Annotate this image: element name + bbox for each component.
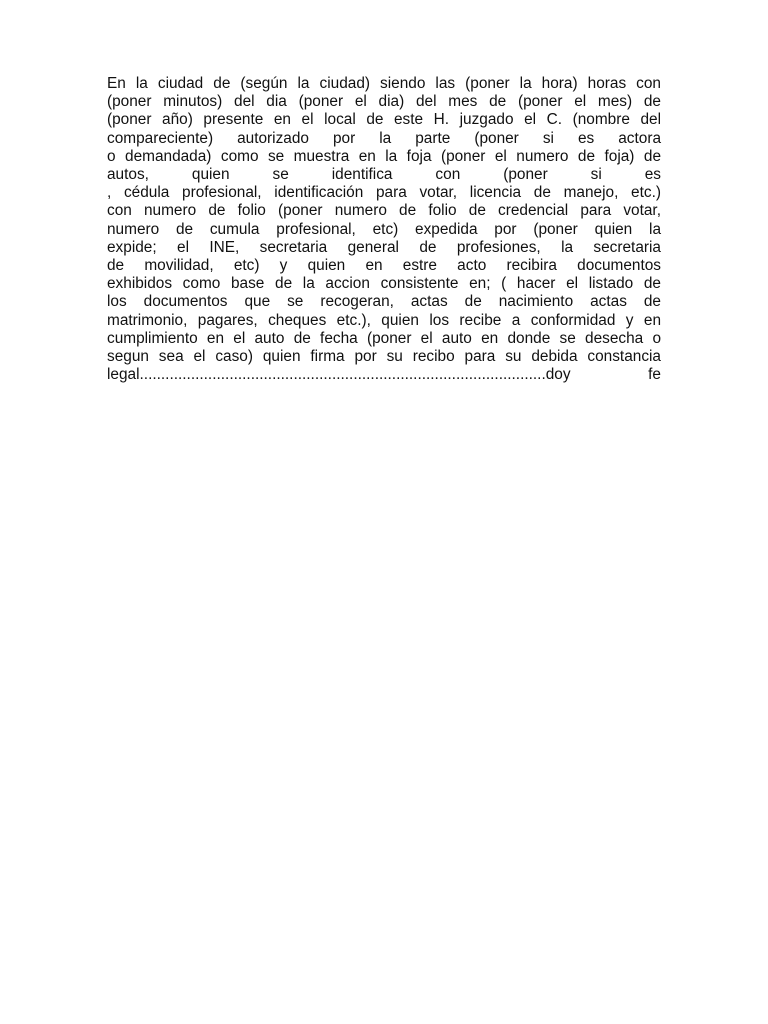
paragraph-line-9: numero de cumula profesional, etc) expedida por (poner quien la (107, 220, 661, 238)
paragraph-line-7: , cédula profesional, identificación para votar, licencia de manejo, etc.) (107, 184, 661, 202)
paragraph-line-17: legal...............................................................................................doy fe (107, 366, 661, 384)
paragraph-line-14: matrimonio, pagares, cheques etc.), quien los recibe a conformidad y en (107, 311, 661, 329)
paragraph-line-6: autos, quien se identifica con (poner si es (107, 166, 661, 184)
paragraph-line-11: de movilidad, etc) y quien en estre acto recibira documentos (107, 257, 661, 275)
paragraph-line-16: segun sea el caso) quien firma por su recibo para su debida constancia (107, 348, 661, 366)
document-body-paragraph (107, 75, 661, 384)
paragraph-line-13: los documentos que se recogeran, actas de nacimiento actas de (107, 293, 661, 311)
paragraph-line-8: con numero de folio (poner numero de folio de credencial para votar, (107, 202, 661, 220)
paragraph-line-1: En la ciudad de (según la ciudad) siendo las (poner la hora) horas con (107, 75, 661, 92)
paragraph-line-15: cumplimiento en el auto de fecha (poner el auto en donde se desecha o (107, 329, 661, 347)
paragraph-line-2: (poner minutos) del dia (poner el dia) del mes de (poner el mes) de (107, 93, 661, 111)
paragraph-line-10: expide; el INE, secretaria general de profesiones, la secretaria (107, 238, 661, 256)
paragraph-line-3: (poner año) presente en el local de este H. juzgado el C. (nombre del (107, 111, 661, 129)
paragraph-line-4: compareciente) autorizado por la parte (poner si es actora (107, 129, 661, 147)
paragraph-line-5: o demandada) como se muestra en la foja (poner el numero de foja) de (107, 147, 661, 165)
paragraph-line-12: exhibidos como base de la accion consistente en; ( hacer el listado de (107, 275, 661, 293)
